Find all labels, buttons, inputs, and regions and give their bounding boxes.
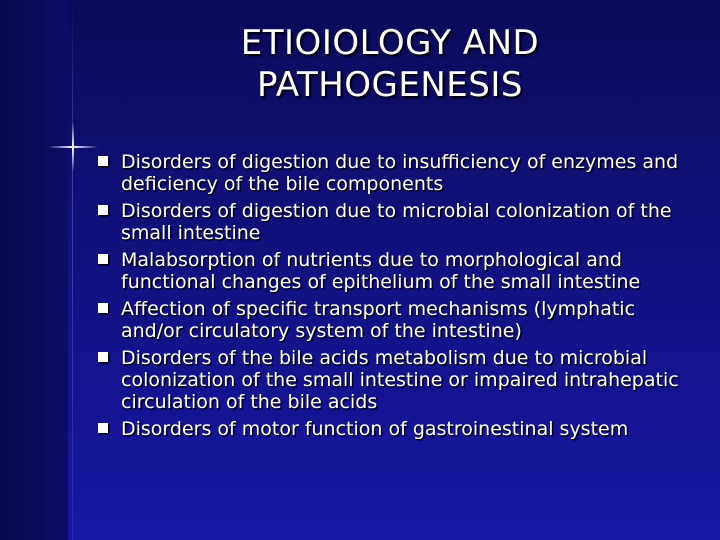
bullet-list: [98, 151, 698, 445]
square-bullet-icon: [98, 352, 108, 362]
slide-title: [110, 22, 670, 106]
bullet-text: Affection of specific transport mechanisms (lymphatic and/or circulatory system of the intestine): [121, 298, 636, 342]
square-bullet-icon: [98, 254, 108, 264]
bullet-item: [98, 151, 698, 195]
square-bullet-icon: [98, 156, 108, 166]
decor-vertical-line: [72, 0, 73, 540]
bullet-item: [98, 347, 698, 413]
square-bullet-icon: [98, 303, 108, 313]
bullet-item: [98, 418, 698, 440]
slide-title-line-1: ETIOIOLOGY AND: [240, 23, 540, 63]
left-decor-band: [0, 0, 68, 540]
bullet-text: Disorders of motor function of gastroinestinal system: [121, 418, 629, 440]
square-bullet-icon: [98, 423, 108, 433]
bullet-item: [98, 298, 698, 342]
slide-title-line-2: PATHOGENESIS: [257, 65, 523, 105]
bullet-text: Disorders of digestion due to insufficiency of enzymes and deficiency of the bile components: [121, 151, 679, 195]
bullet-item: [98, 200, 698, 244]
bullet-text: Malabsorption of nutrients due to morphological and functional changes of epithelium of the small intestine: [121, 249, 641, 293]
bullet-text: Disorders of the bile acids metabolism due to microbial colonization of the small intestine or impaired intrahepatic circulation of the bile acids: [121, 347, 679, 413]
bullet-text: Disorders of digestion due to microbial colonization of the small intestine: [121, 200, 672, 244]
sparkle-star-icon: [48, 122, 98, 172]
bullet-item: [98, 249, 698, 293]
square-bullet-icon: [98, 205, 108, 215]
